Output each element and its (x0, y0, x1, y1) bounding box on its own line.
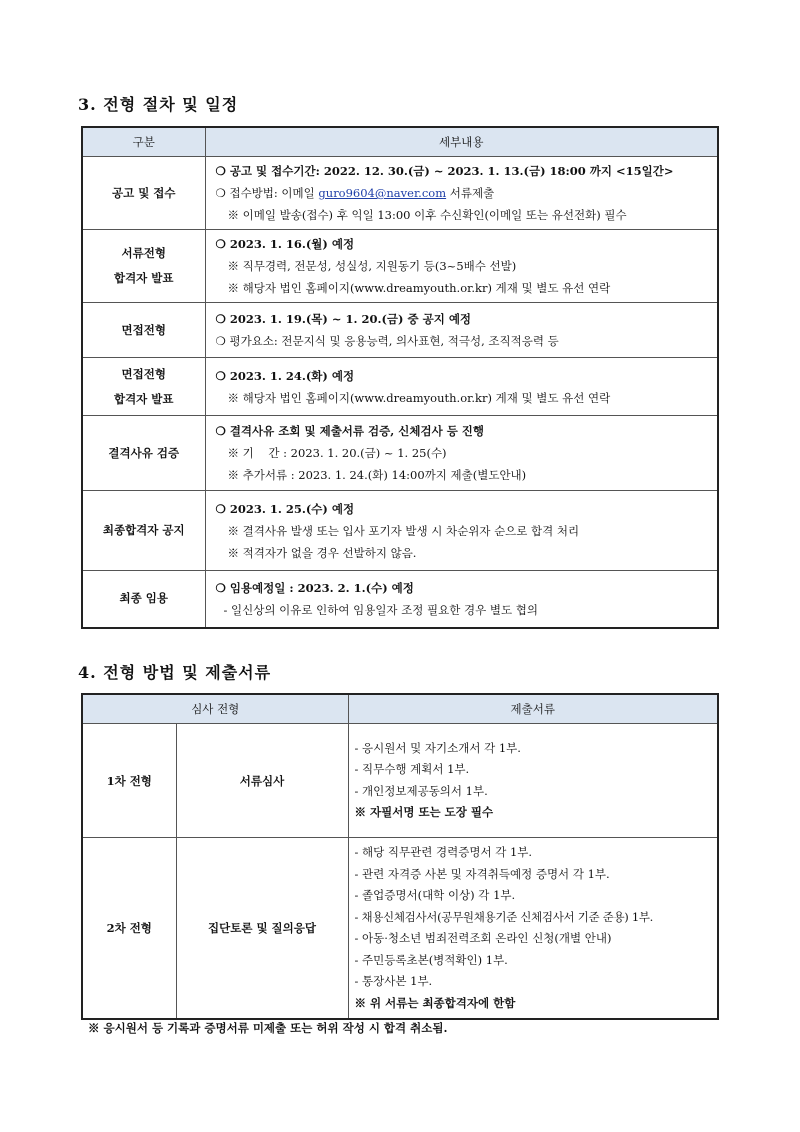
table-row (82, 230, 718, 303)
table-row (82, 416, 718, 491)
detail-line: ❍ 2023. 1. 16.(월) 예정 (215, 237, 355, 251)
row-details (205, 416, 718, 491)
header-details: 세부내용 (205, 127, 718, 157)
detail-line: - 일신상의 이유로 인하여 임용일자 조정 필요한 경우 별도 협의 (223, 602, 539, 617)
table-row (82, 724, 718, 838)
row-label: 면접전형 (82, 303, 205, 358)
detail-line: ※ 결격사유 발생 또는 입사 포기자 발생 시 차순위자 순으로 합격 처리 (227, 523, 580, 538)
detail-line: ❍ 2023. 1. 19.(목) ~ 1. 20.(금) 중 공지 예정 (215, 312, 472, 326)
list-item: - 아동·청소년 범죄전력조회 온라인 신청(개별 안내) (354, 931, 612, 945)
list-item: - 채용신체검사서(공무원채용기준 신체검사서 기준 준용) 1부. (354, 909, 654, 924)
section-3-title: 3. 전형 절차 및 일정 (78, 95, 239, 114)
table-row (82, 571, 718, 628)
row-details (205, 157, 718, 230)
detail-line: ※ 해당자 법인 홈페이지(www.dreamyouth.or.kr) 게재 및 별도 유선 연락 (227, 390, 611, 405)
row-label: 공고 및 접수 (82, 157, 205, 230)
row-details (205, 358, 718, 416)
detail-line: ※ 해당자 법인 홈페이지(www.dreamyouth.or.kr) 게재 및 별도 유선 연락 (227, 281, 611, 295)
row-label: 결격사유 검증 (82, 416, 205, 491)
stage-label: 2차 전형 (82, 838, 176, 1020)
row-details (205, 571, 718, 628)
list-item: - 응시원서 및 자기소개서 각 1부. (354, 740, 521, 755)
row-label: 면접전형 합격자 발표 (82, 358, 205, 416)
list-item: - 졸업증명서(대학 이상) 각 1부. (354, 888, 516, 902)
list-item: - 주민등록초본(병적확인) 1부. (354, 952, 508, 967)
header-documents: 제출서류 (348, 694, 718, 724)
documents-table (81, 693, 719, 1020)
row-label: 서류전형 합격자 발표 (82, 230, 205, 303)
detail-line: ❍ 접수방법: 이메일 guro9604@naver.com 서류제출 (215, 186, 495, 200)
table-row (82, 491, 718, 571)
list-item: - 직무수행 계획서 1부. (354, 762, 470, 776)
list-item: - 관련 자격증 사본 및 자격취득예정 증명서 각 1부. (354, 866, 610, 881)
detail-line: ❍ 2023. 1. 24.(화) 예정 (215, 368, 355, 383)
detail-line: ❍ 공고 및 접수기간: 2022. 12. 30.(금) ~ 2023. 1. 13.(금) 18:00 까지 <15일간> (215, 164, 674, 178)
row-details (205, 491, 718, 571)
detail-line: ※ 기 간 : 2023. 1. 20.(금) ~ 1. 25(수) (227, 446, 447, 460)
footnote: ※ 응시원서 등 기록과 증명서류 미제출 또는 허위 작성 시 합격 취소됨. (88, 1021, 448, 1035)
row-label: 최종 임용 (82, 571, 205, 628)
row-details (205, 230, 718, 303)
list-item: - 해당 직무관련 경력증명서 각 1부. (354, 845, 533, 859)
section-4-title: 4. 전형 방법 및 제출서류 (78, 663, 272, 682)
detail-line: ※ 직무경력, 전문성, 성실성, 지원동기 등(3~5배수 선발) (227, 259, 517, 273)
detail-line: ※ 이메일 발송(접수) 후 익일 13:00 이후 수신확인(이메일 또는 유선전화) 필수 (227, 208, 627, 222)
table-row (82, 157, 718, 230)
detail-line: ❍ 임용예정일 : 2023. 2. 1.(수) 예정 (215, 580, 414, 595)
detail-line: ※ 추가서류 : 2023. 1. 24.(화) 14:00까지 제출(별도안내) (227, 468, 527, 482)
table-row (82, 303, 718, 358)
list-item: - 통장사본 1부. (354, 974, 433, 988)
document-list (348, 838, 718, 1020)
header-category: 구분 (82, 127, 205, 157)
detail-line: ❍ 평가요소: 전문지식 및 응용능력, 의사표현, 적극성, 조직적응력 등 (215, 334, 559, 348)
stage-label: 1차 전형 (82, 724, 176, 838)
row-details (205, 303, 718, 358)
table-header-row (82, 127, 718, 157)
list-item: ※ 자필서명 또는 도장 필수 (354, 805, 494, 819)
method-label: 서류심사 (176, 724, 348, 838)
table-row (82, 838, 718, 1020)
table-header-row (82, 694, 718, 724)
method-label: 집단토론 및 질의응답 (176, 838, 348, 1020)
table-row (82, 358, 718, 416)
row-label: 최종합격자 공지 (82, 491, 205, 571)
header-screening: 심사 전형 (82, 694, 348, 724)
detail-line: ❍ 2023. 1. 25.(수) 예정 (215, 501, 355, 516)
detail-line: ❍ 결격사유 조회 및 제출서류 검증, 신체검사 등 진행 (215, 424, 485, 438)
schedule-table (81, 126, 719, 629)
list-item: - 개인정보제공동의서 1부. (354, 783, 488, 798)
detail-line: ※ 적격자가 없을 경우 선발하지 않음. (227, 545, 417, 560)
list-item: ※ 위 서류는 최종합격자에 한함 (354, 995, 516, 1010)
email-link[interactable]: guro9604@naver.com (318, 186, 447, 200)
document-list (348, 724, 718, 838)
